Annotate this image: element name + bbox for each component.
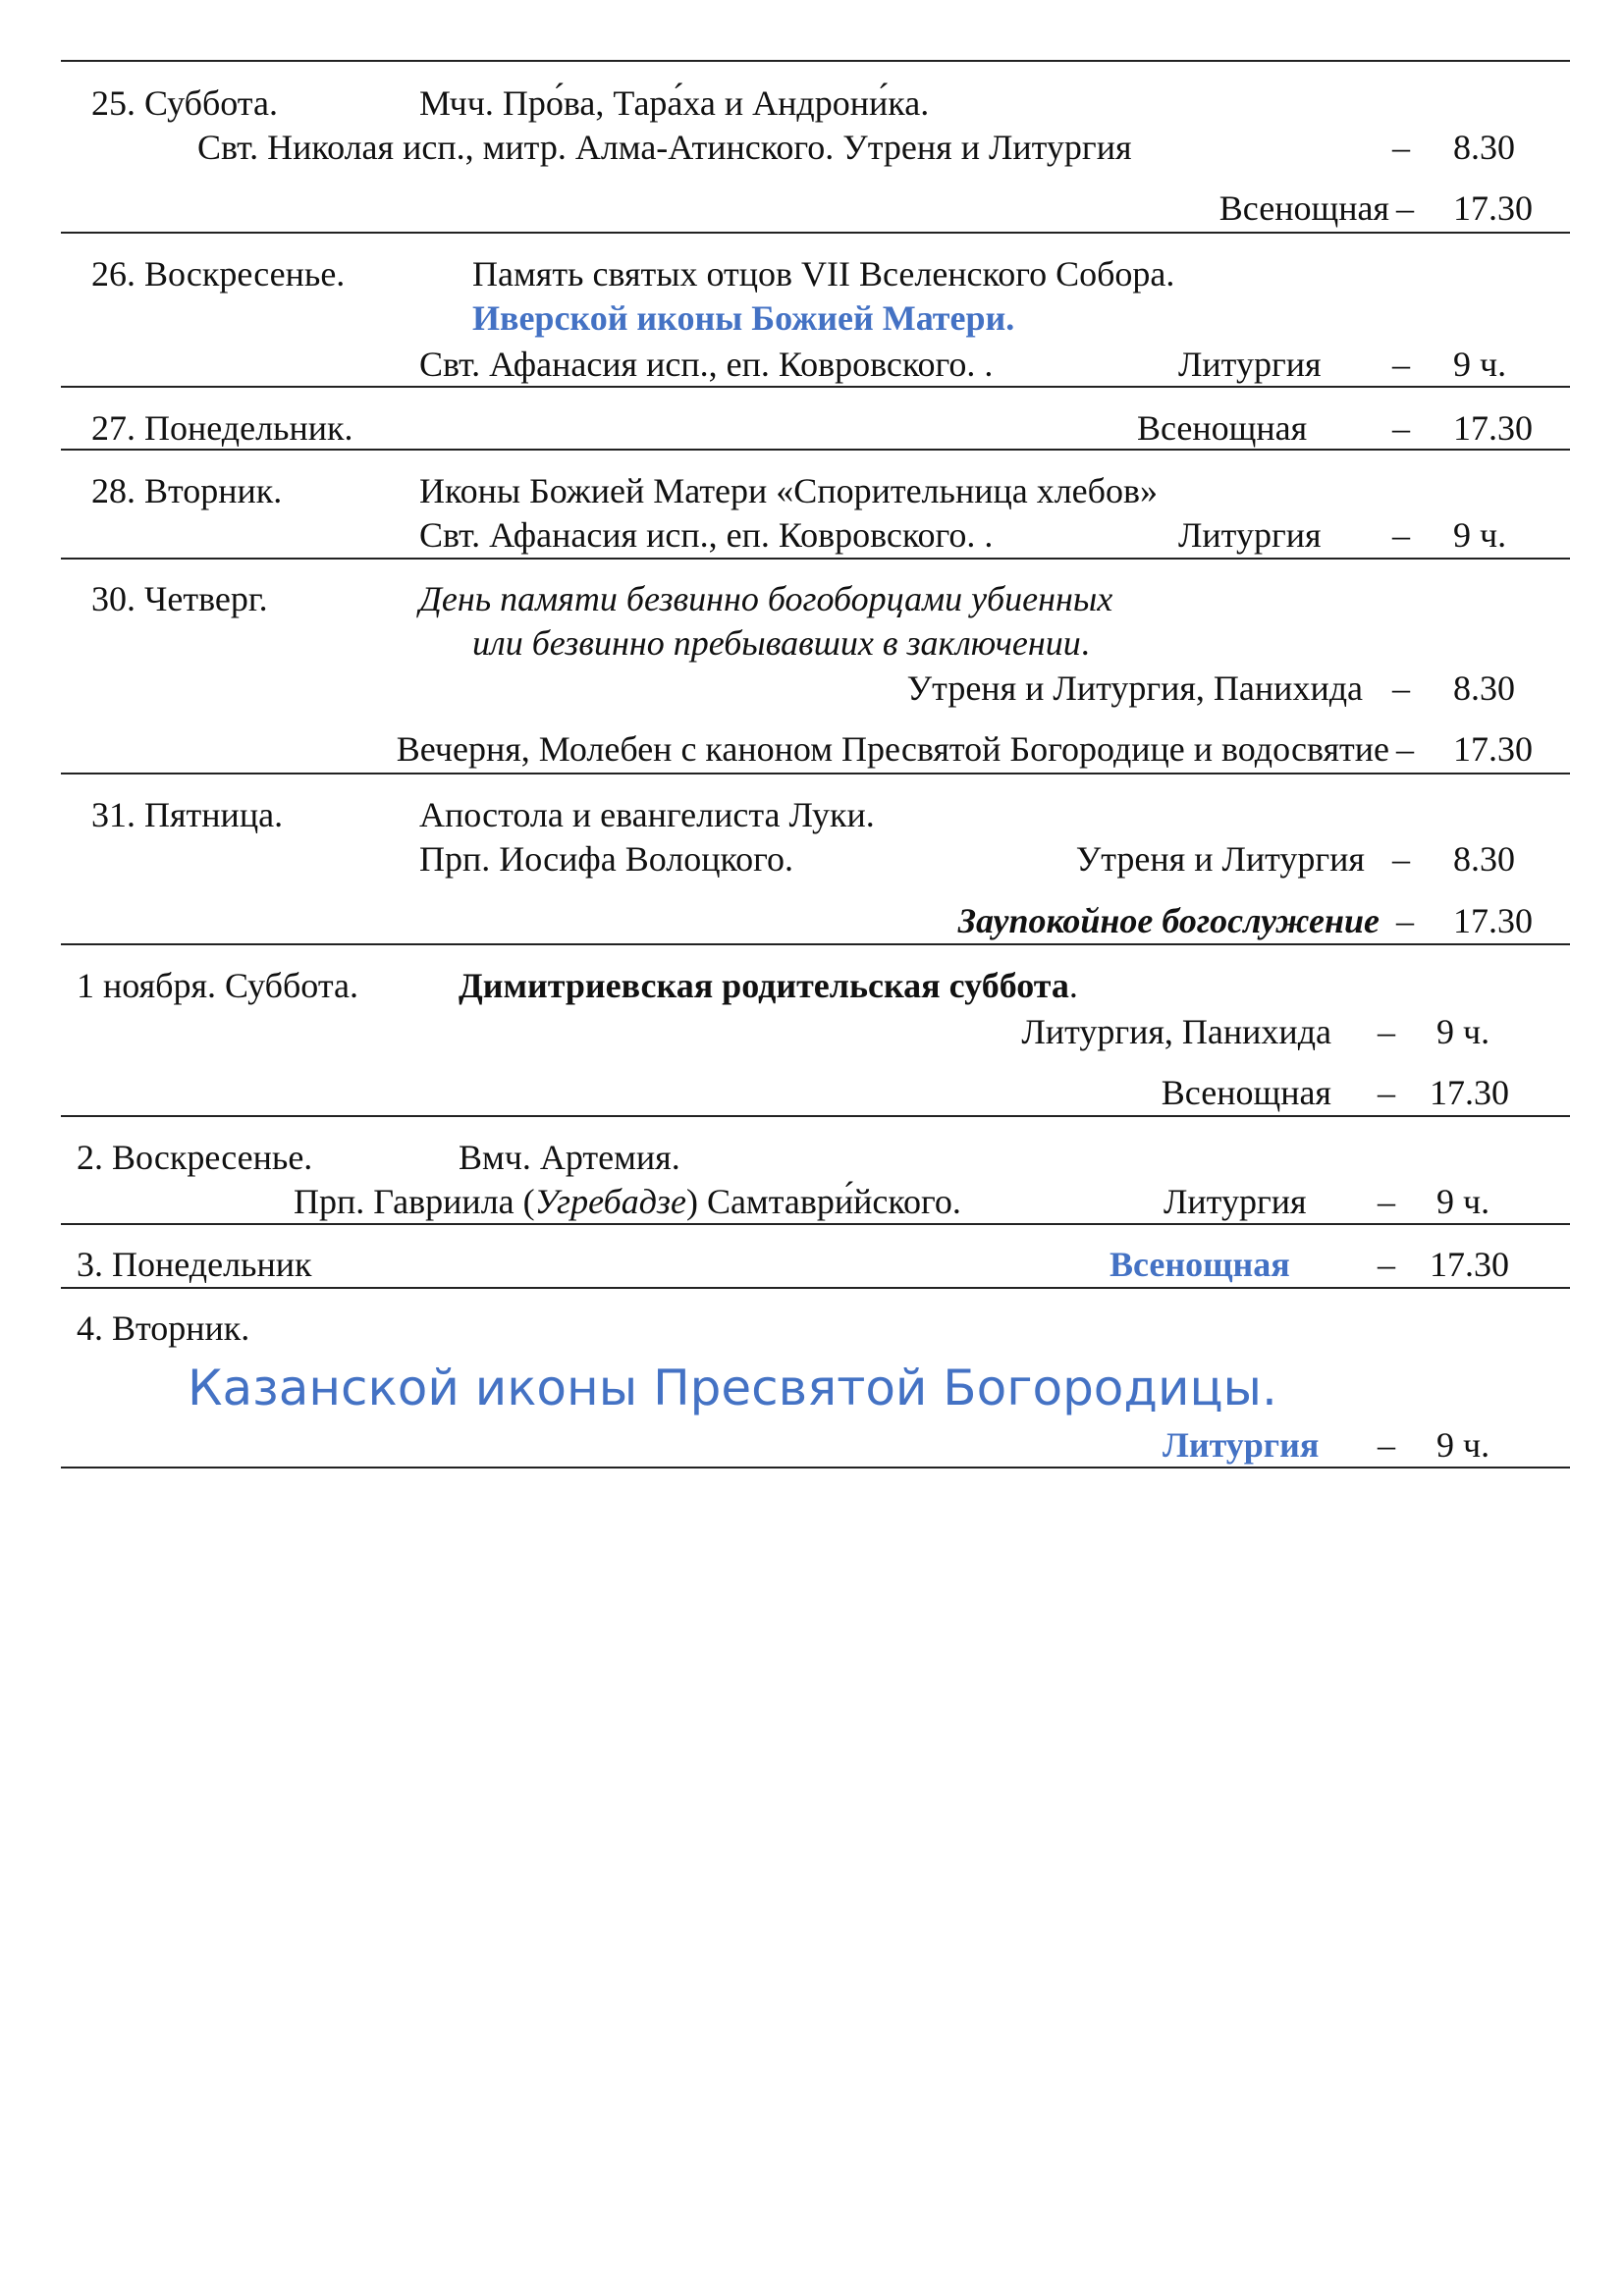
memorial-line-end: . (1080, 623, 1090, 663)
day-label: 27. Понедельник. (91, 408, 353, 448)
service-time: 17.30 (1453, 408, 1533, 448)
feast-end: . (1068, 966, 1078, 1005)
divider (61, 386, 1570, 388)
divider (61, 1115, 1570, 1117)
service-time: 9 ч. (1436, 1012, 1490, 1051)
feast-title: Иверской иконы Божией Матери. (472, 298, 1015, 338)
divider (61, 1467, 1570, 1468)
day-label: 28. Вторник. (91, 471, 283, 510)
memorial-text: День памяти безвинно богоборцами убиенных (419, 579, 1113, 618)
service-name: Литургия (1178, 345, 1322, 384)
service-time: 9 ч. (1436, 1425, 1490, 1465)
saint-service-line: Свт. Николая исп., митр. Алма-Атинского. Утреня и Литургия (197, 128, 1132, 167)
saint-text: Свт. Афанасия исп., еп. Ковровского. . (419, 345, 994, 384)
day-label: 26. Воскресенье. (91, 254, 346, 294)
service-name: Всенощная (1137, 408, 1308, 448)
divider (61, 232, 1570, 234)
service-name: Утреня и Литургия, Панихида (906, 668, 1363, 708)
saint-text (294, 1181, 961, 1222)
service-name: Литургия (1178, 515, 1322, 555)
dash: – (1392, 345, 1410, 384)
dash: – (1396, 188, 1414, 228)
dash: – (1378, 1245, 1395, 1284)
divider (61, 773, 1570, 774)
service-time: 8.30 (1453, 128, 1515, 167)
memorial-line: или безвинно пребывавших в заключении (472, 623, 1081, 663)
dash: – (1396, 729, 1414, 769)
dash: – (1392, 128, 1410, 167)
saints-text: Память святых отцов VII Вселенского Собора. (472, 254, 1175, 294)
service-time: 17.30 (1453, 901, 1533, 940)
service-time: 9 ч. (1436, 1182, 1490, 1221)
day-label: 31. Пятница. (91, 795, 284, 834)
service-name: Всенощная (1218, 188, 1389, 228)
day-label: 1 ноября. Суббота. (77, 966, 358, 1005)
service-name: Всенощная (1161, 1073, 1331, 1112)
service-name: Литургия (1163, 1425, 1320, 1465)
feast-title: Казанской иконы Пресвятой Богородицы. (188, 1360, 1277, 1416)
divider (61, 943, 1570, 945)
divider (61, 60, 1570, 62)
day-label: 4. Вторник. (77, 1308, 250, 1348)
saint-text: Свт. Афанасия исп., еп. Ковровского. . (419, 515, 994, 555)
service-time: 9 ч. (1453, 515, 1507, 555)
saint-text: Прп. Иосифа Волоцкого. (419, 839, 794, 879)
service-name: Заупокойное богослужение (957, 901, 1380, 940)
saint-part-1: Прп. Гавриила ( (294, 1182, 535, 1221)
service-time: 9 ч. (1453, 345, 1507, 384)
saint-surname: Угребадзе (534, 1182, 686, 1221)
divider (61, 449, 1570, 451)
day-label: 30. Четверг. (91, 579, 268, 618)
saints-text: Апостола и евангелиста Луки. (419, 795, 875, 834)
service-time: 8.30 (1453, 839, 1515, 879)
saints-text: Иконы Божией Матери «Спорительница хлебов» (419, 471, 1158, 510)
dash: – (1392, 408, 1410, 448)
dash: – (1392, 515, 1410, 555)
service-name: Утреня и Литургия (1075, 839, 1365, 879)
service-time: 17.30 (1430, 1073, 1509, 1112)
dash: – (1378, 1073, 1395, 1112)
service-name: Вечерня, Молебен с каноном Пресвятой Богородице и водосвятие (396, 729, 1389, 769)
divider (61, 1287, 1570, 1289)
dash: – (1378, 1182, 1395, 1221)
service-time: 17.30 (1453, 188, 1533, 228)
feast-name: Димитриевская родительская суббота (459, 966, 1069, 1005)
dash: – (1396, 901, 1414, 940)
service-name: Всенощная (1110, 1245, 1290, 1284)
day-label: 3. Понедельник (77, 1245, 312, 1284)
dash: – (1392, 839, 1410, 879)
service-time: 8.30 (1453, 668, 1515, 708)
service-name: Литургия (1164, 1182, 1307, 1221)
feast-title (459, 965, 1078, 1006)
saint-part-2: ) Самтаври́йского. (685, 1182, 961, 1221)
day-label: 2. Воскресенье. (77, 1138, 313, 1177)
divider (61, 1223, 1570, 1225)
dash: – (1378, 1012, 1395, 1051)
saints-text: Мчч. Про́ва, Тара́ха и Андрони́ка. (419, 83, 930, 123)
dash: – (1378, 1425, 1395, 1465)
service-time: 17.30 (1453, 729, 1533, 769)
day-label: 25. Суббота. (91, 83, 278, 123)
divider (61, 558, 1570, 560)
service-name: Литургия, Панихида (1021, 1012, 1331, 1051)
service-time: 17.30 (1430, 1245, 1509, 1284)
memorial-text-2 (472, 622, 1090, 664)
dash: – (1392, 668, 1410, 708)
saints-text: Вмч. Артемия. (459, 1138, 680, 1177)
